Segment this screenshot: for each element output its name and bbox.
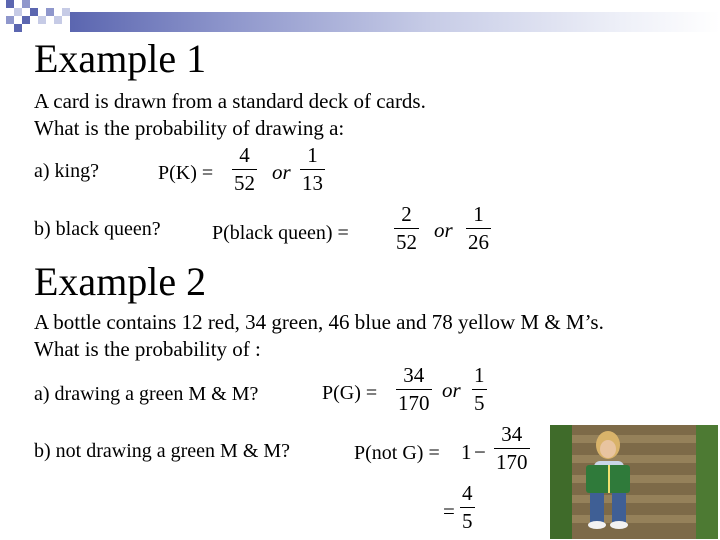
example1-intro-line1: A card is drawn from a standard deck of cards. <box>34 89 426 113</box>
numerator: 1 <box>307 143 318 167</box>
example1-part-a-expression: P(K) = <box>158 162 214 184</box>
example1-part-b-label: b) black queen? <box>34 218 161 240</box>
numerator: 1 <box>473 202 484 226</box>
denominator: 52 <box>234 171 255 195</box>
example2-part-a-label: a) drawing a green M & M? <box>34 383 259 405</box>
numerator: 34 <box>403 363 425 387</box>
header-square <box>54 16 62 24</box>
header-square <box>30 8 38 16</box>
header-square <box>46 8 54 16</box>
example2-intro-line2: What is the probability of : <box>34 337 261 361</box>
example2-part-a-fraction1 <box>396 365 432 414</box>
numerator: 2 <box>401 202 412 226</box>
example1-part-b-or: or <box>434 218 453 242</box>
example2-part-a-fraction2 <box>472 365 487 414</box>
example2-part-b-equals: = <box>443 499 455 523</box>
numerator: 4 <box>462 481 473 505</box>
header-square <box>14 8 22 16</box>
example2-title: Example 2 <box>34 259 207 304</box>
example2-part-b-label: b) not drawing a green M & M? <box>34 440 291 462</box>
header-square <box>14 24 22 32</box>
example2-intro-line1: A bottle contains 12 red, 34 green, 46 blue and 78 yellow M & M’s. <box>34 310 604 334</box>
example2-part-b-minus: − <box>474 440 486 464</box>
example1-title: Example 1 <box>34 36 207 81</box>
student-reading-photo <box>550 425 718 539</box>
denominator: 170 <box>398 391 430 415</box>
numerator: 4 <box>239 143 250 167</box>
header-square <box>22 16 30 24</box>
example1-part-a-label: a) king? <box>34 160 99 182</box>
example1-part-b-fraction1 <box>394 204 419 253</box>
header-square <box>6 0 14 8</box>
example1-part-b-expression: P(black queen) = <box>212 222 349 244</box>
example1-part-b-fraction2 <box>466 204 491 253</box>
numerator: 1 <box>474 363 485 387</box>
example2-part-b-fraction1 <box>494 424 530 473</box>
student-reading-illustration <box>550 425 718 539</box>
example2-part-b-one: 1 <box>461 440 472 464</box>
denominator: 52 <box>396 230 417 254</box>
denominator: 5 <box>474 391 485 415</box>
denominator: 5 <box>462 509 473 533</box>
denominator: 13 <box>302 171 323 195</box>
header-gradient-band <box>70 12 720 32</box>
example1-part-a-fraction1 <box>232 145 257 194</box>
example1-part-a-fraction2 <box>300 145 325 194</box>
example2-part-a-or: or <box>442 378 461 402</box>
header-square <box>62 8 70 16</box>
denominator: 26 <box>468 230 489 254</box>
example1-intro-line2: What is the probability of drawing a: <box>34 116 345 140</box>
header-square <box>38 16 46 24</box>
example2-part-a-expression: P(G) = <box>322 382 378 404</box>
header-square <box>6 16 14 24</box>
numerator: 34 <box>501 422 523 446</box>
example2-part-b-expression: P(not G) = <box>354 442 440 464</box>
header-square <box>22 0 30 8</box>
denominator: 170 <box>496 450 528 474</box>
example1-part-a-or: or <box>272 160 291 184</box>
example2-part-b-fraction2 <box>460 483 475 532</box>
